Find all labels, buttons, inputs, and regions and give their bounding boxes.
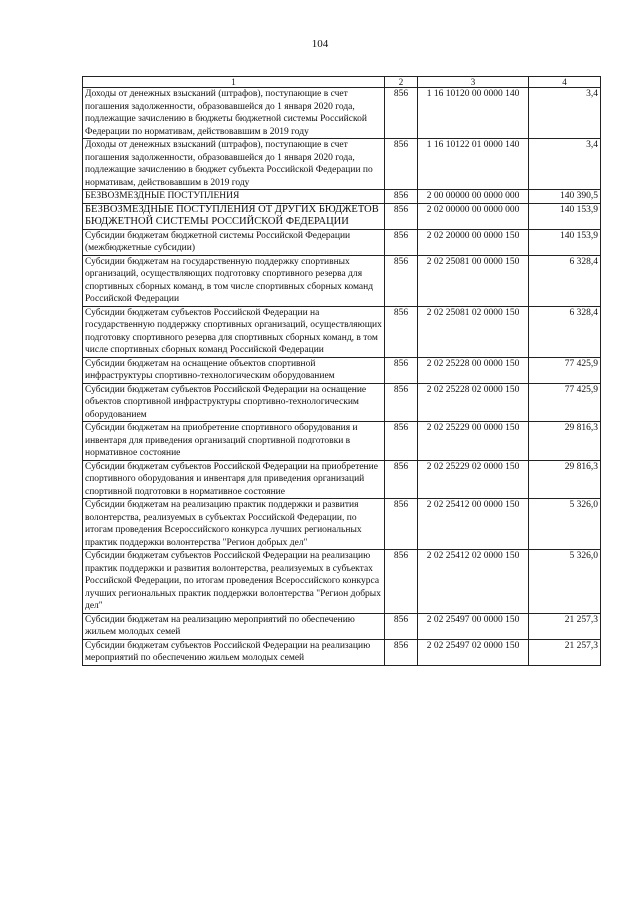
row-admin-code: 856 (385, 357, 418, 383)
row-amount: 140 153,9 (529, 229, 601, 255)
table-header-row (83, 77, 601, 88)
table-row (83, 139, 601, 190)
column-header-4: 4 (529, 77, 601, 88)
table-row (83, 229, 601, 255)
table-row (83, 550, 601, 614)
row-admin-code: 856 (385, 88, 418, 139)
row-name: Доходы от денежных взысканий (штрафов), поступающие в счет погашения задолженности, образовавшейся до 1 января 2020 года, подлежащие зачислению в бюджет субъекта Российской Федерации по нормативам, действовавшим в 2019 году (83, 139, 385, 190)
row-budget-code: 2 02 25229 00 0000 150 (418, 422, 529, 461)
row-name: Субсидии бюджетам субъектов Российской Федерации на оснащение объектов спортивной инфраструктуры спортивно-технологическим оборудованием (83, 383, 385, 422)
row-amount: 3,4 (529, 88, 601, 139)
table-row (83, 383, 601, 422)
row-amount: 29 816,3 (529, 422, 601, 461)
row-amount: 3,4 (529, 139, 601, 190)
column-header-3: 3 (418, 77, 529, 88)
row-admin-code: 856 (385, 203, 418, 229)
row-budget-code: 2 02 25229 02 0000 150 (418, 460, 529, 499)
row-budget-code: 2 02 25081 02 0000 150 (418, 306, 529, 357)
row-admin-code: 856 (385, 139, 418, 190)
row-budget-code: 2 02 25497 02 0000 150 (418, 639, 529, 665)
row-admin-code: 856 (385, 190, 418, 204)
table-row (83, 203, 601, 229)
row-amount: 140 390,5 (529, 190, 601, 204)
page-number: 104 (311, 38, 329, 50)
table-row (83, 255, 601, 306)
row-amount: 6 328,4 (529, 306, 601, 357)
row-admin-code: 856 (385, 383, 418, 422)
revenue-table (82, 76, 601, 666)
row-amount: 29 816,3 (529, 460, 601, 499)
row-admin-code: 856 (385, 613, 418, 639)
table-row (83, 357, 601, 383)
row-budget-code: 2 02 25081 00 0000 150 (418, 255, 529, 306)
row-amount: 6 328,4 (529, 255, 601, 306)
row-name: Доходы от денежных взысканий (штрафов), поступающие в счет погашения задолженности, образовавшейся до 1 января 2020 года, подлежащие зачислению в бюджеты бюджетной системы Российской Федерации по нормативам, действовавшим в 2019 году (83, 88, 385, 139)
row-name: Субсидии бюджетам на реализацию мероприятий по обеспечению жильем молодых семей (83, 613, 385, 639)
row-name: Субсидии бюджетам субъектов Российской Федерации на реализацию мероприятий по обеспечению жильем молодых семей (83, 639, 385, 665)
row-budget-code: 2 02 25228 02 0000 150 (418, 383, 529, 422)
row-name: Субсидии бюджетам на реализацию практик поддержки и развития волонтерства, реализуемых в субъектах Российской Федерации, по итогам проведения Всероссийского конкурса лучших региональных практик поддержки волонтерства "Регион добрых дел" (83, 499, 385, 550)
row-amount: 140 153,9 (529, 203, 601, 229)
row-budget-code: 1 16 10120 00 0000 140 (418, 88, 529, 139)
row-budget-code: 2 02 25412 00 0000 150 (418, 499, 529, 550)
row-amount: 21 257,3 (529, 613, 601, 639)
table-row (83, 190, 601, 204)
column-header-2: 2 (385, 77, 418, 88)
row-admin-code: 856 (385, 550, 418, 614)
row-admin-code: 856 (385, 422, 418, 461)
row-budget-code: 2 02 25412 02 0000 150 (418, 550, 529, 614)
row-admin-code: 856 (385, 499, 418, 550)
row-amount: 77 425,9 (529, 383, 601, 422)
row-name: Субсидии бюджетам субъектов Российской Федерации на приобретение спортивного оборудования и инвентаря для приведения организаций спортивной подготовки в нормативное состояние (83, 460, 385, 499)
row-name: Субсидии бюджетам субъектов Российской Федерации на государственную поддержку спортивных организаций, осуществляющих подготовку спортивного резерва для спортивных сборных команд, в том числе спортивных сборных команд Российской Федерации (83, 306, 385, 357)
table-row (83, 306, 601, 357)
row-name: БЕЗВОЗМЕЗДНЫЕ ПОСТУПЛЕНИЯ (83, 190, 385, 204)
column-header-1: 1 (83, 77, 385, 88)
row-admin-code: 856 (385, 306, 418, 357)
row-budget-code: 2 02 25497 00 0000 150 (418, 613, 529, 639)
row-admin-code: 856 (385, 255, 418, 306)
table-row (83, 422, 601, 461)
table-row (83, 639, 601, 665)
row-amount: 77 425,9 (529, 357, 601, 383)
row-budget-code: 2 02 25228 00 0000 150 (418, 357, 529, 383)
row-admin-code: 856 (385, 639, 418, 665)
row-name: БЕЗВОЗМЕЗДНЫЕ ПОСТУПЛЕНИЯ ОТ ДРУГИХ БЮДЖЕТОВ БЮДЖЕТНОЙ СИСТЕМЫ РОССИЙСКОЙ ФЕДЕРАЦИИ (83, 203, 385, 229)
row-budget-code: 2 02 00000 00 0000 000 (418, 203, 529, 229)
table-row (83, 499, 601, 550)
row-amount: 5 326,0 (529, 499, 601, 550)
row-name: Субсидии бюджетам бюджетной системы Российской Федерации (межбюджетные субсидии) (83, 229, 385, 255)
row-name: Субсидии бюджетам на оснащение объектов спортивной инфраструктуры спортивно-технологическим оборудованием (83, 357, 385, 383)
table-row (83, 613, 601, 639)
row-name: Субсидии бюджетам на приобретение спортивного оборудования и инвентаря для приведения организаций спортивной подготовки в нормативное состояние (83, 422, 385, 461)
row-amount: 5 326,0 (529, 550, 601, 614)
row-name: Субсидии бюджетам субъектов Российской Федерации на реализацию практик поддержки и развития волонтерства, реализуемых в субъектах Российской Федерации, по итогам проведения Всероссийского конкурса лучших региональных практик поддержки волонтерства "Регион добрых дел" (83, 550, 385, 614)
row-budget-code: 2 00 00000 00 0000 000 (418, 190, 529, 204)
row-admin-code: 856 (385, 460, 418, 499)
row-budget-code: 2 02 20000 00 0000 150 (418, 229, 529, 255)
row-name: Субсидии бюджетам на государственную поддержку спортивных организаций, осуществляющих подготовку спортивного резерва для спортивных сборных команд, в том числе спортивных сборных команд Российской Федерации (83, 255, 385, 306)
row-admin-code: 856 (385, 229, 418, 255)
row-budget-code: 1 16 10122 01 0000 140 (418, 139, 529, 190)
table-row (83, 460, 601, 499)
row-amount: 21 257,3 (529, 639, 601, 665)
table-row (83, 88, 601, 139)
